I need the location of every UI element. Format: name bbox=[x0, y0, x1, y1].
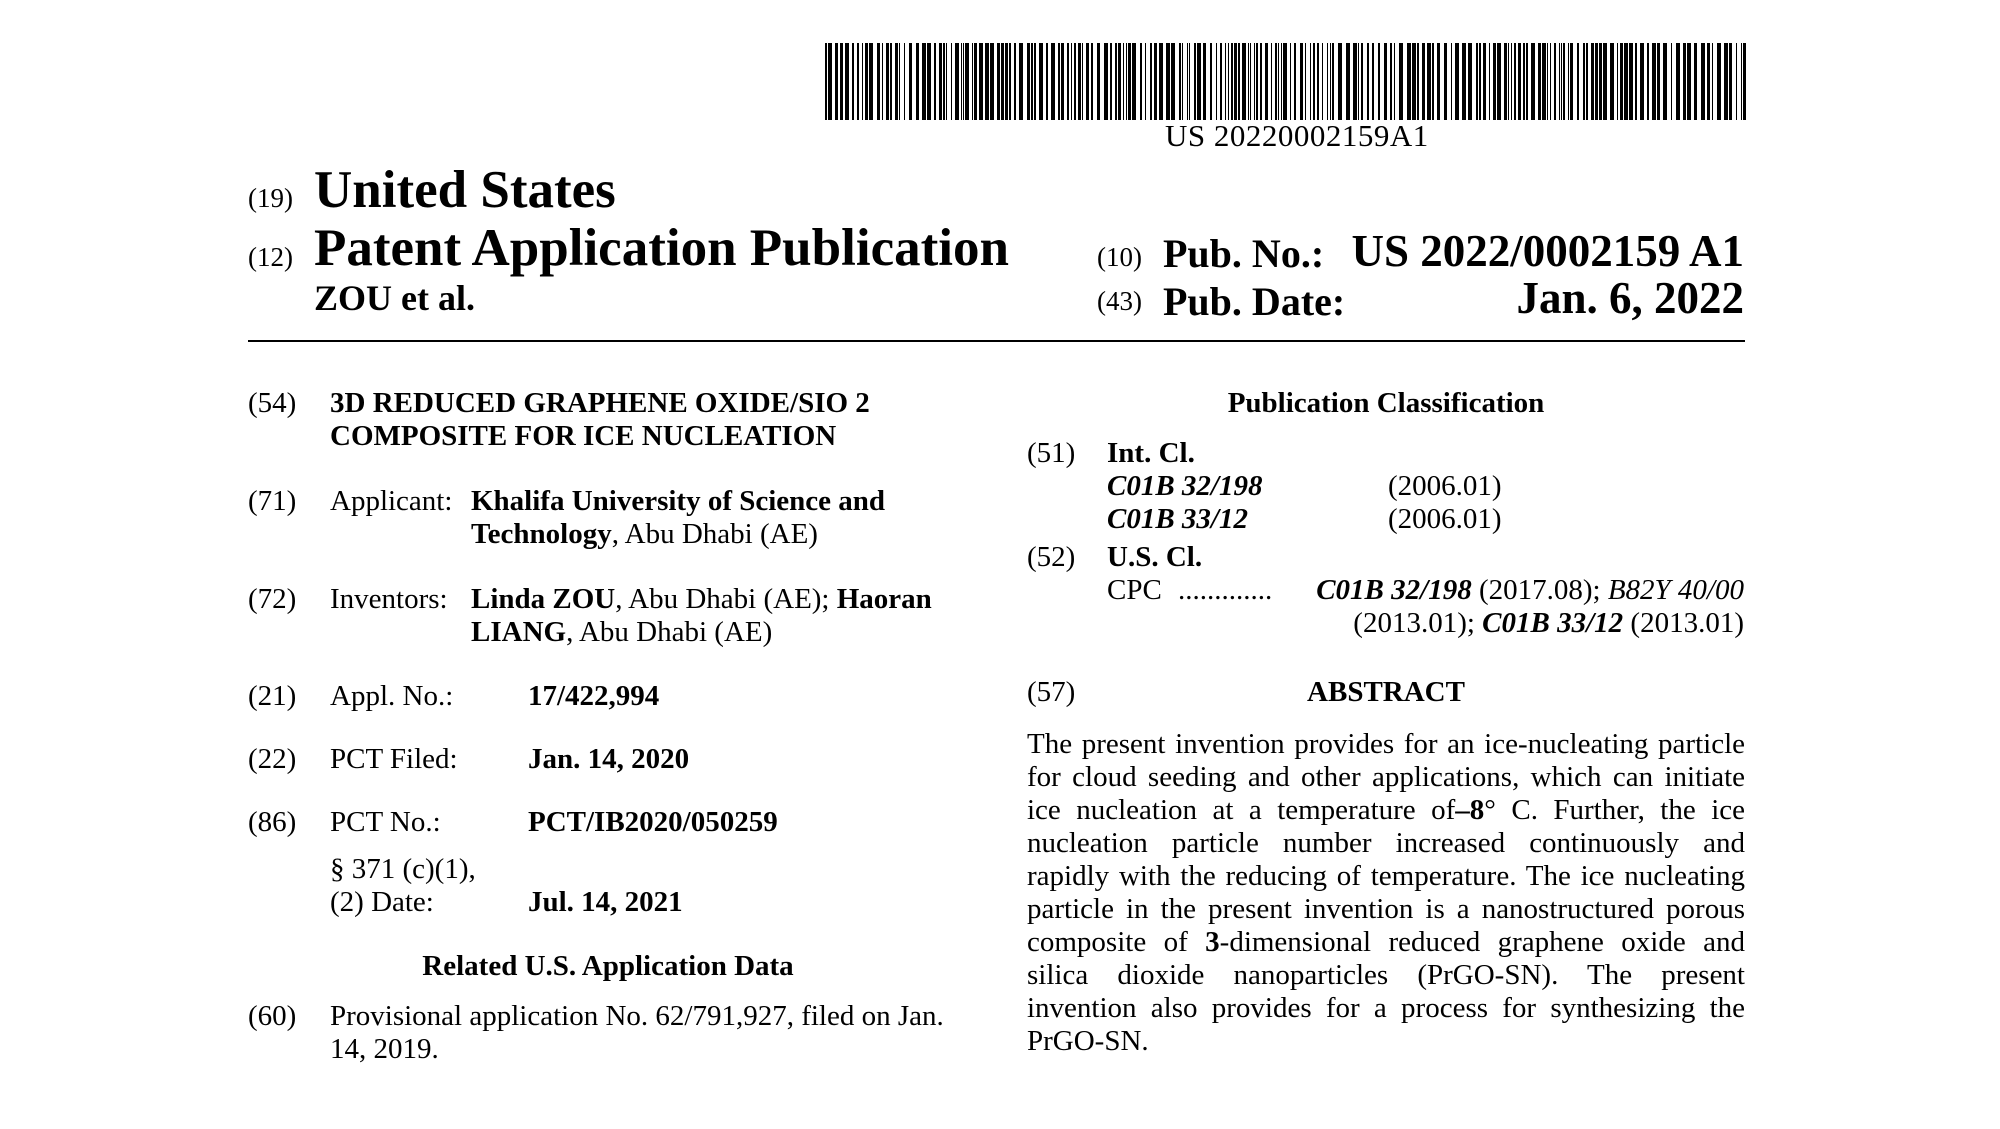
barcode-bar bbox=[1001, 43, 1004, 120]
barcode-bar bbox=[1182, 43, 1183, 120]
barcode-bar bbox=[1603, 43, 1607, 120]
barcode-bar bbox=[1583, 43, 1585, 120]
barcode-bar bbox=[1554, 43, 1556, 120]
barcode-bar bbox=[1617, 43, 1618, 120]
barcode-bar bbox=[1462, 43, 1466, 120]
barcode-bar bbox=[979, 43, 983, 120]
barcode-bar bbox=[1493, 43, 1496, 120]
barcode-bar bbox=[1250, 43, 1251, 120]
barcode-bar bbox=[1132, 43, 1136, 120]
inid-code-71: (71) bbox=[248, 485, 297, 517]
barcode-bar bbox=[1455, 43, 1459, 120]
barcode-bar bbox=[1422, 43, 1425, 120]
country-heading: United States bbox=[314, 161, 616, 219]
barcode-bar bbox=[1518, 43, 1521, 120]
barcode-bar bbox=[1635, 43, 1637, 120]
barcode-bar bbox=[1128, 43, 1131, 120]
barcode-bar bbox=[835, 43, 838, 120]
barcode-bar bbox=[1216, 43, 1217, 120]
barcode-bar bbox=[943, 43, 945, 120]
barcode-bar bbox=[916, 43, 919, 120]
inid-code-22: (22) bbox=[248, 743, 297, 775]
pub-date-value: Jan. 6, 2022 bbox=[1516, 273, 1744, 323]
barcode-bar bbox=[904, 43, 905, 120]
cpc-label: CPC bbox=[1107, 574, 1162, 606]
barcode-bar bbox=[972, 43, 973, 120]
barcode-bar bbox=[1051, 43, 1055, 120]
barcode-bar bbox=[961, 43, 962, 120]
barcode-bar bbox=[1526, 43, 1528, 120]
barcode-bar bbox=[1378, 43, 1380, 120]
barcode-bar bbox=[946, 43, 947, 120]
barcode-bar bbox=[1399, 43, 1403, 120]
barcode-bar bbox=[865, 43, 868, 120]
barcode-bar bbox=[1559, 43, 1560, 120]
barcode-bar bbox=[1599, 43, 1602, 120]
barcode-bar bbox=[895, 43, 898, 120]
inid-code-60: (60) bbox=[248, 1000, 297, 1032]
inid-code-12: (12) bbox=[248, 242, 293, 272]
classification-heading: Publication Classification bbox=[1227, 387, 1545, 419]
barcode-bar bbox=[852, 43, 854, 120]
barcode-bar bbox=[1394, 43, 1395, 120]
barcode-bar bbox=[1330, 43, 1331, 120]
barcode-bar bbox=[1437, 43, 1440, 120]
barcode-bar bbox=[1676, 43, 1680, 120]
barcode-bar bbox=[1179, 43, 1181, 120]
barcode-bar bbox=[1707, 43, 1710, 120]
abstract-text: The present invention provides for an ice-nucleating particle for cloud seeding and other applications, which can initiate ice nucleation at a temperature of–8° C. Further, the ice nucleation particle number increased continuously and rapidly with the reducing of temperature. The ice nucleating particle in the present invention is a nanostructured porous composite of 3-dimensional reduced graphene oxide and silica dioxide nanoparticles (PrGO-SN). The present invention also provides for a process for synthesizing the PrGO-SN. bbox=[1027, 728, 1745, 1057]
barcode-bar bbox=[1189, 43, 1190, 120]
barcode-bar bbox=[1310, 43, 1311, 120]
barcode-bar bbox=[1278, 43, 1279, 120]
us-cl-label: U.S. Cl. bbox=[1107, 541, 1203, 573]
barcode-bar bbox=[1523, 43, 1525, 120]
barcode-bar bbox=[922, 43, 926, 120]
barcode-bar bbox=[1300, 43, 1303, 120]
barcode-bar bbox=[1313, 43, 1315, 120]
barcode-bar bbox=[1118, 43, 1121, 120]
barcode-bar bbox=[1444, 43, 1447, 120]
int-cl-version-2: (2006.01) bbox=[1388, 503, 1502, 535]
barcode-bar bbox=[1074, 43, 1076, 120]
barcode-bar bbox=[882, 43, 883, 120]
barcode-bar bbox=[1027, 43, 1030, 120]
barcode-bar bbox=[1372, 43, 1374, 120]
barcode-bar bbox=[1353, 43, 1357, 120]
barcode-bar bbox=[1743, 43, 1746, 120]
barcode-bar bbox=[927, 43, 931, 120]
barcode-bar bbox=[1220, 43, 1222, 120]
int-cl-label: Int. Cl. bbox=[1107, 437, 1195, 469]
inid-code-52: (52) bbox=[1027, 541, 1076, 573]
inid-code-51: (51) bbox=[1027, 437, 1076, 469]
barcode-bar bbox=[1265, 43, 1268, 120]
barcode-bar bbox=[1724, 43, 1728, 120]
barcode-bar bbox=[1071, 43, 1072, 120]
inid-code-86: (86) bbox=[248, 806, 297, 838]
barcode-bar bbox=[997, 43, 1000, 120]
barcode-bar bbox=[1407, 43, 1411, 120]
inventors-line-1: Linda ZOU, Abu Dhabi (AE); Haoran bbox=[471, 583, 932, 615]
barcode-bar bbox=[845, 43, 849, 120]
barcode-bar bbox=[869, 43, 873, 120]
barcode-bar bbox=[963, 43, 964, 120]
barcode-bar bbox=[1511, 43, 1512, 120]
cpc-dots: ............. bbox=[1178, 574, 1273, 606]
provisional-line-1: Provisional application No. 62/791,927, filed on Jan. bbox=[330, 1000, 944, 1032]
inid-code-54: (54) bbox=[248, 387, 297, 419]
barcode-bar bbox=[1104, 43, 1108, 120]
barcode-bar bbox=[1640, 43, 1644, 120]
inid-code-57: (57) bbox=[1027, 676, 1076, 708]
barcode-bar bbox=[1550, 43, 1551, 120]
barcode-bar bbox=[1228, 43, 1229, 120]
barcode-bar bbox=[1322, 43, 1323, 120]
barcode-bar bbox=[1256, 43, 1258, 120]
int-cl-version-1: (2006.01) bbox=[1388, 470, 1502, 502]
barcode-bar bbox=[1568, 43, 1569, 120]
barcode-bar bbox=[862, 43, 863, 120]
applicant-label: Applicant: bbox=[330, 485, 453, 517]
barcode-bar bbox=[1531, 43, 1535, 120]
barcode-bar bbox=[1468, 43, 1472, 120]
barcode-bar bbox=[1140, 43, 1142, 120]
barcode-bar bbox=[1736, 43, 1737, 120]
barcode-bar bbox=[1729, 43, 1732, 120]
barcode-bar bbox=[1701, 43, 1705, 120]
barcode-bar bbox=[1657, 43, 1660, 120]
barcode-bar bbox=[1110, 43, 1112, 120]
barcode-bar bbox=[1067, 43, 1069, 120]
pct-no-label: PCT No.: bbox=[330, 806, 441, 838]
title-line-1: 3D REDUCED GRAPHENE OXIDE/SIO 2 bbox=[330, 387, 870, 419]
barcode-bar bbox=[1683, 43, 1686, 120]
inventors-line-2: LIANG, Abu Dhabi (AE) bbox=[471, 616, 773, 648]
barcode-bar bbox=[1234, 43, 1237, 120]
applicant-name-line-2: Technology, Abu Dhabi (AE) bbox=[471, 518, 818, 550]
applicant-name-line-1: Khalifa University of Science and bbox=[471, 485, 886, 517]
barcode-bar bbox=[1412, 43, 1416, 120]
barcode-bar bbox=[1097, 43, 1100, 120]
pub-no-value: US 2022/0002159 A1 bbox=[1351, 226, 1744, 276]
barcode-bar bbox=[1563, 43, 1565, 120]
barcode-bar bbox=[1145, 43, 1146, 120]
s371-date-value: Jul. 14, 2021 bbox=[528, 886, 683, 918]
pct-no-value: PCT/IB2020/050259 bbox=[528, 806, 778, 838]
barcode-bar bbox=[1078, 43, 1081, 120]
barcode-bar bbox=[1034, 43, 1036, 120]
barcode-bar bbox=[1624, 43, 1628, 120]
barcode-bar bbox=[1504, 43, 1507, 120]
barcode-bar bbox=[1271, 43, 1272, 120]
barcode-bar bbox=[1005, 43, 1008, 120]
barcode-bar bbox=[1260, 43, 1262, 120]
barcode-bar bbox=[1171, 43, 1175, 120]
barcode-bar bbox=[1417, 43, 1419, 120]
inventors-label: Inventors: bbox=[330, 583, 448, 615]
first-inventor: ZOU et al. bbox=[314, 278, 475, 318]
barcode-bar bbox=[1629, 43, 1633, 120]
barcode-bar bbox=[1046, 43, 1048, 120]
barcode-bar bbox=[1671, 43, 1672, 120]
barcode-number: US 20220002159A1 bbox=[1165, 118, 1429, 153]
barcode-bar bbox=[1115, 43, 1117, 120]
barcode-bar bbox=[1254, 43, 1255, 120]
inid-code-72: (72) bbox=[248, 583, 297, 615]
barcode-bar bbox=[840, 43, 843, 120]
int-cl-class-2: C01B 33/12 bbox=[1107, 503, 1248, 535]
s371-label-1: § 371 (c)(1), bbox=[330, 853, 476, 885]
barcode-bar bbox=[1663, 43, 1667, 120]
barcode-bar bbox=[1489, 43, 1490, 120]
barcode-bar bbox=[985, 43, 989, 120]
barcode-bar bbox=[886, 43, 889, 120]
barcode-bar bbox=[1358, 43, 1359, 120]
barcode-bar bbox=[1432, 43, 1434, 120]
barcode-bar bbox=[1694, 43, 1697, 120]
inid-code-43: (43) bbox=[1097, 286, 1142, 316]
barcode-bar bbox=[1248, 43, 1249, 120]
barcode-bar bbox=[1741, 43, 1742, 120]
barcode-bar bbox=[1082, 43, 1083, 120]
barcode-bar bbox=[1242, 43, 1246, 120]
barcode-bar bbox=[1086, 43, 1089, 120]
barcode-bar bbox=[974, 43, 977, 120]
barcode-bar bbox=[1542, 43, 1546, 120]
barcode-bar bbox=[1019, 43, 1023, 120]
barcode-bar bbox=[909, 43, 912, 120]
s371-label-2: (2) Date: bbox=[330, 886, 434, 918]
barcode-bar bbox=[899, 43, 900, 120]
barcode-bar bbox=[1225, 43, 1226, 120]
barcode-bar bbox=[990, 43, 994, 120]
barcode-bar bbox=[1126, 43, 1127, 120]
barcode-bar bbox=[1361, 43, 1363, 120]
barcode-bar bbox=[1586, 43, 1588, 120]
barcode-bar bbox=[857, 43, 859, 120]
int-cl-class-1: C01B 32/198 bbox=[1107, 470, 1263, 502]
abstract-heading: ABSTRACT bbox=[1307, 676, 1465, 708]
inid-code-10: (10) bbox=[1097, 242, 1142, 272]
barcode-bar bbox=[939, 43, 942, 120]
barcode-bar bbox=[1123, 43, 1124, 120]
barcode-bar bbox=[1514, 43, 1516, 120]
barcode-bar bbox=[1451, 43, 1452, 120]
header-divider bbox=[248, 340, 1745, 342]
barcode-bar bbox=[825, 43, 827, 120]
barcode-bar bbox=[1210, 43, 1212, 120]
barcode-bar bbox=[1014, 43, 1016, 120]
barcode-bar bbox=[890, 43, 892, 120]
barcode-bar bbox=[1547, 43, 1548, 120]
barcode-bar bbox=[1561, 43, 1562, 120]
barcode-bar bbox=[1595, 43, 1598, 120]
appl-no-value: 17/422,994 bbox=[528, 680, 660, 712]
provisional-line-2: 14, 2019. bbox=[330, 1033, 439, 1065]
barcode-bar bbox=[1483, 43, 1486, 120]
barcode-bar bbox=[1384, 43, 1387, 120]
barcode-bar bbox=[828, 43, 832, 120]
barcode-bar bbox=[1061, 43, 1064, 120]
barcode-bar bbox=[1717, 43, 1721, 120]
barcode-bar bbox=[1327, 43, 1328, 120]
barcode-bar bbox=[1317, 43, 1319, 120]
document-type-heading: Patent Application Publication bbox=[314, 219, 1009, 277]
barcode-bar bbox=[1283, 43, 1287, 120]
pct-filed-label: PCT Filed: bbox=[330, 743, 458, 775]
barcode-bar bbox=[1294, 43, 1296, 120]
pct-filed-value: Jan. 14, 2020 bbox=[528, 743, 690, 775]
barcode-bar bbox=[1009, 43, 1011, 120]
cpc-line-1: C01B 32/198 (2017.08); B82Y 40/00 bbox=[1316, 574, 1744, 606]
barcode-bar bbox=[1346, 43, 1350, 120]
pub-date-label: Pub. Date: bbox=[1163, 279, 1346, 324]
barcode-bar bbox=[1197, 43, 1201, 120]
barcode-bar bbox=[1712, 43, 1713, 120]
barcode-bar bbox=[1427, 43, 1431, 120]
barcode-bar bbox=[1367, 43, 1369, 120]
barcode-bar bbox=[1281, 43, 1282, 120]
related-data-heading: Related U.S. Application Data bbox=[422, 950, 794, 982]
barcode-bar bbox=[1577, 43, 1579, 120]
barcode-bar bbox=[1591, 43, 1594, 120]
inid-code-19: (19) bbox=[248, 183, 293, 213]
barcode-bar bbox=[1538, 43, 1541, 120]
barcode-bar bbox=[1203, 43, 1206, 120]
barcode-bar bbox=[1479, 43, 1481, 120]
barcode-bar bbox=[1238, 43, 1240, 120]
barcode-bar bbox=[1620, 43, 1623, 120]
barcode-bar bbox=[1508, 43, 1509, 120]
barcode-bar bbox=[965, 43, 969, 120]
barcode-bar bbox=[1159, 43, 1163, 120]
barcode-bar bbox=[951, 43, 952, 120]
barcode-bar bbox=[934, 43, 936, 120]
barcode-bar bbox=[1231, 43, 1233, 120]
barcode-bar bbox=[1154, 43, 1157, 120]
title-line-2: COMPOSITE FOR ICE NUCLEATION bbox=[330, 420, 837, 452]
appl-no-label: Appl. No.: bbox=[330, 680, 454, 712]
barcode-bar bbox=[1497, 43, 1501, 120]
cpc-line-2: (2013.01); C01B 33/12 (2013.01) bbox=[1353, 607, 1744, 639]
barcode-bar bbox=[1476, 43, 1478, 120]
barcode-bar bbox=[1390, 43, 1392, 120]
barcode-bar bbox=[1058, 43, 1060, 120]
barcode-bar bbox=[1091, 43, 1093, 120]
barcode-bar bbox=[1150, 43, 1152, 120]
barcode-bar bbox=[1187, 43, 1188, 120]
barcode-bar bbox=[1290, 43, 1291, 120]
barcode-bar bbox=[1039, 43, 1043, 120]
barcode-bar bbox=[955, 43, 959, 120]
barcode-bar bbox=[877, 43, 880, 120]
barcode-bar bbox=[1687, 43, 1691, 120]
barcode-bar bbox=[1332, 43, 1334, 120]
barcode-bar bbox=[1031, 43, 1033, 120]
barcode-bar bbox=[1194, 43, 1196, 120]
barcode-bar bbox=[1652, 43, 1656, 120]
barcode-bar bbox=[1570, 43, 1573, 120]
barcode-bar bbox=[1166, 43, 1170, 120]
barcode-bar bbox=[1275, 43, 1277, 120]
barcode-bar bbox=[1610, 43, 1614, 120]
barcode bbox=[825, 43, 1747, 120]
barcode-bar bbox=[1647, 43, 1649, 120]
barcode-bar bbox=[1338, 43, 1342, 120]
barcode-bar bbox=[1305, 43, 1306, 120]
inid-code-21: (21) bbox=[248, 680, 297, 712]
pub-no-label: Pub. No.: bbox=[1163, 231, 1325, 276]
